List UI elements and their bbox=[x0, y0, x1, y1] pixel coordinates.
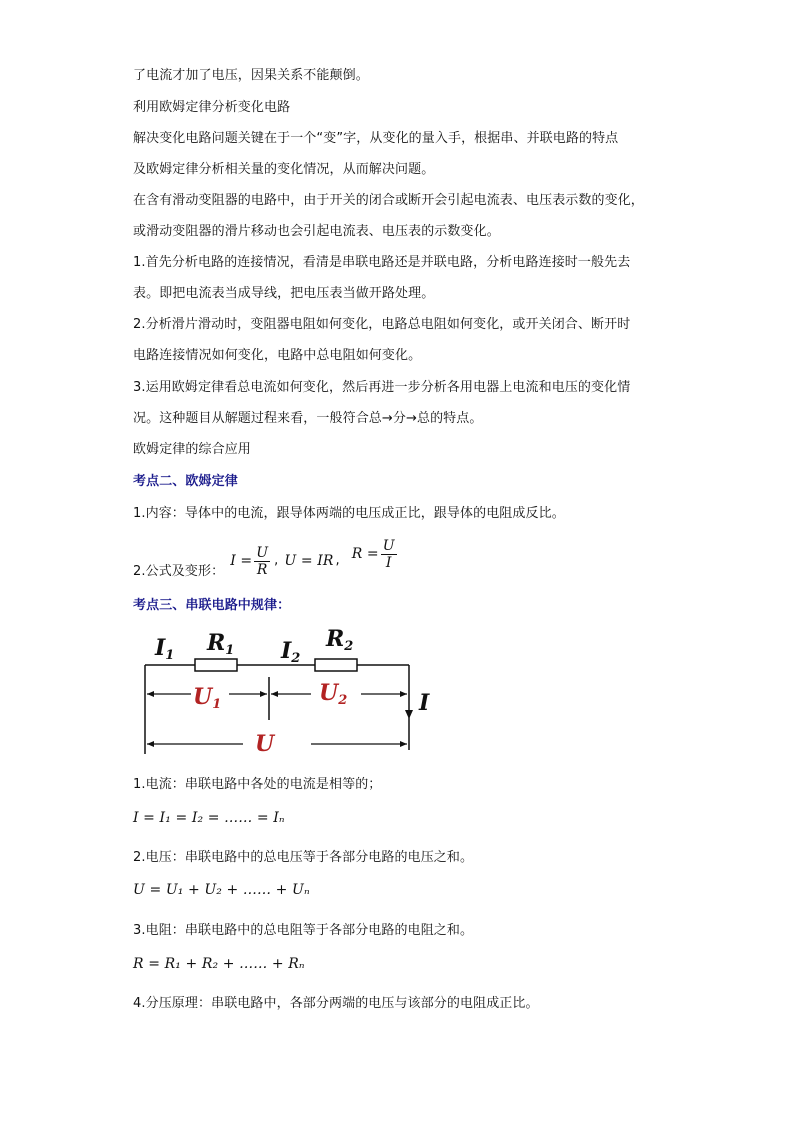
formula-separator: , bbox=[274, 553, 279, 568]
series-voltage-formula: U = U₁ + U₂ + …… + Uₙ bbox=[133, 882, 310, 898]
series-current-rule: 1.电流：串联电路中各处的电流是相等的； bbox=[133, 777, 382, 792]
label-r1: R1 bbox=[207, 630, 235, 658]
label-u1: U1 bbox=[193, 684, 222, 712]
label-i-total: I bbox=[419, 690, 430, 716]
section-heading-ohms-law: 考点二、欧姆定律 bbox=[133, 474, 238, 489]
formula-r-fraction bbox=[381, 538, 397, 571]
series-resistance-formula: R = R₁ + R₂ + …… + Rₙ bbox=[133, 956, 305, 972]
label-u-total: U bbox=[255, 731, 275, 757]
label-u2: U2 bbox=[319, 680, 348, 708]
series-resistance-rule: 3.电阻：串联电路中的总电阻等于各部分电路的电阻之和。 bbox=[133, 923, 474, 938]
series-divider-rule: 4.分压原理：串联电路中，各部分两端的电压与该部分的电阻成正比。 bbox=[133, 996, 539, 1011]
resistor-r2 bbox=[315, 659, 357, 671]
paragraph-line: 解决变化电路问题关键在于一个“变”字，从变化的量入手，根据串、并联电路的特点 bbox=[133, 131, 619, 146]
paragraph-line: 2.分析滑片滑动时，变阻器电阻如何变化，电路总电阻如何变化，或开关闭合、断开时 bbox=[133, 317, 631, 332]
arrow-left-icon bbox=[147, 741, 154, 747]
arrow-left-icon bbox=[271, 691, 278, 697]
section-heading-series-circuit: 考点三、串联电路中规律： bbox=[133, 598, 291, 613]
ohms-law-content: 1.内容：导体中的电流，跟导体两端的电压成正比，跟导体的电阻成反比。 bbox=[133, 506, 565, 521]
paragraph-line: 3.运用欧姆定律看总电流如何变化，然后再进一步分析各用电器上电流和电压的变化情 bbox=[133, 380, 631, 395]
formula-label: 2.公式及变形： bbox=[133, 564, 225, 579]
formula-r-denominator: I bbox=[385, 554, 392, 571]
current-arrow-icon bbox=[405, 710, 413, 719]
formula-i-numerator: U bbox=[256, 544, 269, 561]
formula-i-fraction bbox=[254, 545, 270, 578]
series-circuit-diagram bbox=[133, 622, 433, 757]
arrow-right-icon bbox=[260, 691, 267, 697]
paragraph-line: 况。这种题目从解题过程来看，一般符合总→分→总的特点。 bbox=[133, 411, 483, 426]
formula-i-denominator: R bbox=[256, 561, 268, 578]
label-r2: R2 bbox=[326, 626, 354, 654]
paragraph-line: 了电流才加了电压，因果关系不能颠倒。 bbox=[133, 68, 369, 83]
label-i1: I1 bbox=[155, 635, 175, 663]
formula-r-numerator: U bbox=[382, 537, 395, 554]
paragraph-line: 利用欧姆定律分析变化电路 bbox=[133, 100, 291, 115]
paragraph-line: 或滑动变阻器的滑片移动也会引起电流表、电压表的示数变化。 bbox=[133, 224, 500, 239]
arrow-left-icon bbox=[147, 691, 154, 697]
series-current-formula: I = I₁ = I₂ = …… = Iₙ bbox=[133, 810, 285, 826]
resistor-r1 bbox=[195, 659, 237, 671]
paragraph-line: 及欧姆定律分析相关量的变化情况，从而解决问题。 bbox=[133, 162, 435, 177]
paragraph-line: 在含有滑动变阻器的电路中，由于开关的闭合或断开会引起电流表、电压表示数的变化， bbox=[133, 193, 644, 208]
ohms-law-formulas bbox=[133, 537, 399, 582]
formula-i-left: I = bbox=[230, 553, 253, 569]
formula-u: U = IR bbox=[284, 553, 334, 569]
paragraph-line: 欧姆定律的综合应用 bbox=[133, 442, 251, 457]
formula-separator: , bbox=[335, 553, 340, 568]
series-voltage-rule: 2.电压：串联电路中的总电压等于各部分电路的电压之和。 bbox=[133, 850, 474, 865]
arrow-right-icon bbox=[400, 691, 407, 697]
paragraph-line: 表。即把电流表当成导线，把电压表当做开路处理。 bbox=[133, 286, 435, 301]
paragraph-line: 1.首先分析电路的连接情况，看清是串联电路还是并联电路，分析电路连接时一般先去 bbox=[133, 255, 631, 270]
paragraph-line: 电路连接情况如何变化，电路中总电阻如何变化。 bbox=[133, 348, 422, 363]
label-i2: I2 bbox=[281, 638, 301, 666]
formula-r-left: R = bbox=[351, 546, 379, 562]
arrow-right-icon bbox=[400, 741, 407, 747]
